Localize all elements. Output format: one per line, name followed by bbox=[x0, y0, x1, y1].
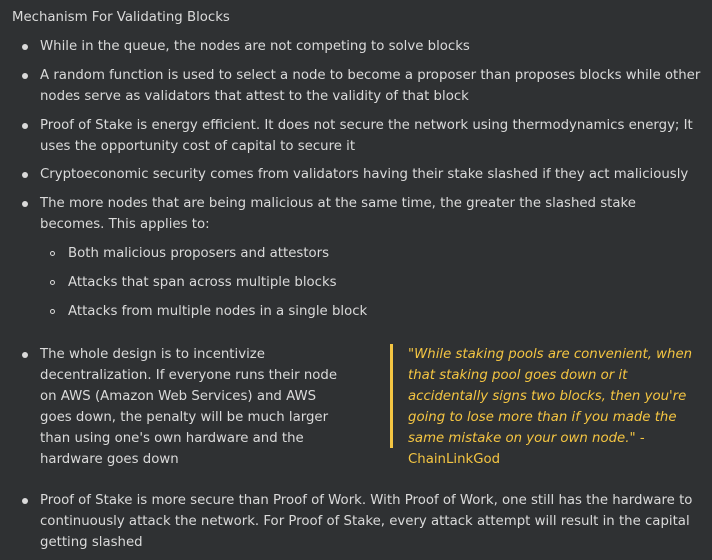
list-item-text: Proof of Stake is more secure than Proof of Work. With Proof of Work, one still has the hardware to continuously attack the network. For Proof of Stake, every attack attempt will result in the capital getting slashed bbox=[40, 493, 693, 550]
sub-list-item-text: Both malicious proposers and attestors bbox=[68, 246, 330, 261]
list-item bbox=[40, 65, 704, 107]
list-item-text: While in the queue, the nodes are not competing to solve blocks bbox=[40, 39, 470, 54]
list-item bbox=[40, 115, 704, 157]
sub-list-item bbox=[68, 301, 688, 322]
list-item-text: The whole design is to incentivize decentralization. If everyone runs their node on AWS (Amazon Web Services) and AWS goes down, the penalty will be much larger than using one's own hardware and the hardware goes down bbox=[40, 347, 338, 467]
page-title: Mechanism For Validating Blocks bbox=[12, 10, 230, 25]
list-item bbox=[40, 36, 704, 57]
sub-bullet-icon bbox=[50, 309, 55, 314]
sub-list-item bbox=[68, 243, 688, 264]
bullet-icon bbox=[22, 498, 28, 504]
bullet-icon bbox=[22, 352, 28, 358]
bullet-icon bbox=[22, 201, 28, 207]
list-item bbox=[40, 193, 704, 235]
list-item-text: A random function is used to select a node to become a proposer than proposes blocks while other nodes serve as validators that attest to the validity of that block bbox=[40, 68, 701, 104]
list-item-text: Cryptoeconomic security comes from validators having their stake slashed if they act maliciously bbox=[40, 167, 689, 182]
list-item-text: Proof of Stake is energy efficient. It does not secure the network using thermodynamics energy; It uses the opportunity cost of capital to secure it bbox=[40, 118, 693, 154]
sub-list-item bbox=[68, 272, 688, 293]
list-item bbox=[40, 344, 340, 470]
list-item bbox=[40, 490, 704, 553]
quote-attribution: - ChainLinkGod bbox=[408, 431, 645, 467]
bullet-icon bbox=[22, 123, 28, 129]
bullet-icon bbox=[22, 44, 28, 50]
list-item-text: The more nodes that are being malicious at the same time, the greater the slashed stake becomes. This applies to: bbox=[40, 196, 636, 232]
bullet-icon bbox=[22, 172, 28, 178]
list-item bbox=[40, 164, 704, 185]
quote-block bbox=[390, 344, 702, 467]
sub-list-item-text: Attacks from multiple nodes in a single block bbox=[68, 304, 368, 319]
bullet-icon bbox=[22, 73, 28, 79]
quote-text: "While staking pools are convenient, when that staking pool goes down or it accidentally signs two blocks, then you're going to lose more than if you made the same mistake on your own node." bbox=[408, 347, 693, 446]
sub-bullet-icon bbox=[50, 251, 55, 256]
sub-list-item-text: Attacks that span across multiple blocks bbox=[68, 275, 337, 290]
sub-bullet-icon bbox=[50, 280, 55, 285]
